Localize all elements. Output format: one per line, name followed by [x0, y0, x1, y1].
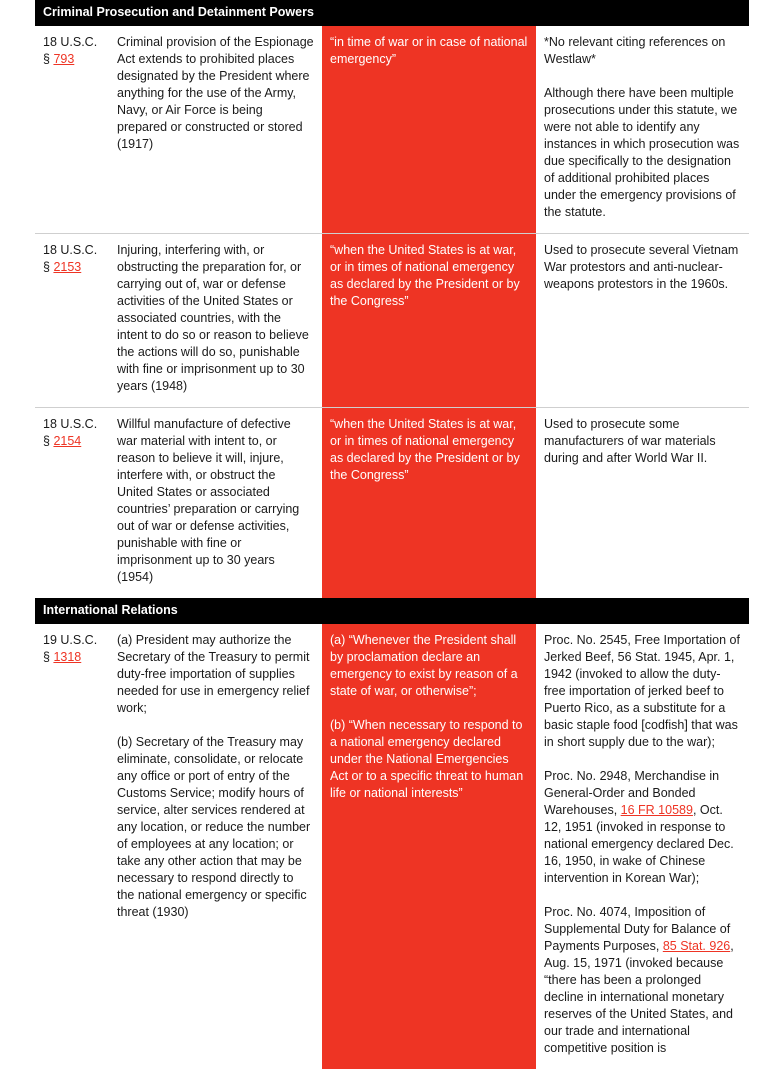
emergency-trigger — [322, 408, 536, 598]
trigger-text: (a) “Whenever the President shall by proclamation declare an emergency to exist by reason of a state of war, or otherwise”; — [330, 633, 518, 698]
statute-citation — [35, 234, 109, 407]
statutes-at-large-link[interactable]: 85 Stat. 926 — [662, 939, 731, 953]
code-prefix: 19 U.S.C. — [43, 633, 98, 647]
use-text-before: Proc. No. 4074, Imposition of Supplemental Duty for Balance of Payments Purposes, — [544, 905, 731, 953]
use-text: *No relevant citing references on Westlaw* — [544, 35, 726, 66]
use-text — [544, 904, 741, 1057]
description-text: (a) President may authorize the Secretary of the Treasury to permit duty-free importation of supplies needed for use in emergency relief work; — [117, 633, 310, 715]
emergency-trigger — [322, 26, 536, 233]
table-row — [35, 624, 749, 1069]
statute-citation — [35, 408, 109, 598]
use-text: Proc. No. 2545, Free Importation of Jerked Beef, 56 Stat. 1945, Apr. 1, 1942 (invoked to allow the duty-free importation of jerked beef to Puerto Rico, as a substitute for a basic staple food [codfish] that was in short supply due to the war); — [544, 633, 740, 749]
statute-citation — [35, 624, 109, 1069]
description-text: Injuring, interfering with, or obstructing the preparation for, or carrying out of, war or defense activities of the United States or associated countries, with the intent to do so or reason to believe the actions will do so, punishable with fine or imprisonment up to 30 years (1948) — [117, 243, 309, 393]
section-symbol: § — [43, 650, 50, 664]
emergency-trigger — [322, 624, 536, 1069]
code-prefix: 18 U.S.C. — [43, 35, 98, 49]
statute-link[interactable]: 793 — [53, 52, 75, 66]
trigger-text: “when the United States is at war, or in times of national emergency as declared by the President or by the Congress” — [330, 243, 520, 308]
use-text-after: , Oct. 12, 1951 (invoked in response to national emergency declared Dec. 16, 1950, in wake of Chinese intervention in Korean War); — [544, 803, 734, 885]
prior-use — [536, 624, 749, 1069]
description-text: Willful manufacture of defective war material with intent to, or reason to believe it will, injure, interfere with, or obstruct the United States or associated countries’ preparation or carrying out of war or defense activities, punishable with fine or imprisonment up to 30 years (1954) — [117, 417, 300, 584]
use-text: Used to prosecute several Vietnam War protestors and anti-nuclear-weapons protestors in the 1960s. — [544, 243, 739, 291]
prior-use — [536, 234, 749, 407]
section-header-international-relations: International Relations — [35, 598, 749, 624]
statute-citation — [35, 26, 109, 233]
use-text: Although there have been multiple prosecutions under this statute, we were not able to identify any instances in which prosecution was due specifically to the designation of additional prohibited places under the emergency provisions of the statute. — [544, 86, 740, 219]
prior-use — [536, 26, 749, 233]
federal-register-link[interactable]: 16 FR 10589 — [620, 803, 693, 817]
code-prefix: 18 U.S.C. — [43, 243, 98, 257]
use-text — [544, 768, 741, 887]
section-symbol: § — [43, 434, 50, 448]
code-prefix: 18 U.S.C. — [43, 417, 98, 431]
statute-link[interactable]: 2153 — [53, 260, 82, 274]
description-text: (b) Secretary of the Treasury may eliminate, consolidate, or relocate any office or port of entry of the Customs Service; modify hours of service, alter services rendered at any location, or reduce the number of employees at any location; or take any other action that may be necessary to respond directly to the national emergency or specific threat (1930) — [117, 735, 311, 919]
use-text: Used to prosecute some manufacturers of war materials during and after World War II. — [544, 417, 716, 465]
trigger-text: “in time of war or in case of national emergency” — [330, 35, 528, 66]
emergency-trigger — [322, 234, 536, 407]
section-symbol: § — [43, 52, 50, 66]
provision-description — [109, 234, 322, 407]
use-text-after: , Aug. 15, 1971 (invoked because “there has been a prolonged decline in international monetary reserves of the United States, and our trade and international competitive position is — [544, 939, 734, 1055]
table-row — [35, 26, 749, 234]
provision-description — [109, 408, 322, 598]
emergency-powers-table — [35, 0, 749, 1069]
section-header-criminal-prosecution: Criminal Prosecution and Detainment Powers — [35, 0, 749, 26]
description-text: Criminal provision of the Espionage Act extends to prohibited places designated by the President where anything for the use of the Army, Navy, or Air Force is being prepared or constructed or stored (1917) — [117, 35, 314, 151]
statute-link[interactable]: 2154 — [53, 434, 82, 448]
table-row — [35, 234, 749, 408]
provision-description — [109, 624, 322, 1069]
use-text-before: Proc. No. 2948, Merchandise in General-Order and Bonded Warehouses, — [544, 769, 720, 817]
provision-description — [109, 26, 322, 233]
statute-link[interactable]: 1318 — [53, 650, 82, 664]
section-symbol: § — [43, 260, 50, 274]
trigger-text: (b) “When necessary to respond to a national emergency declared under the National Emergencies Act or to a specific threat to human life or national interests” — [330, 718, 524, 800]
trigger-text: “when the United States is at war, or in times of national emergency as declared by the President or by the Congress” — [330, 417, 520, 482]
table-row — [35, 408, 749, 598]
prior-use — [536, 408, 749, 598]
